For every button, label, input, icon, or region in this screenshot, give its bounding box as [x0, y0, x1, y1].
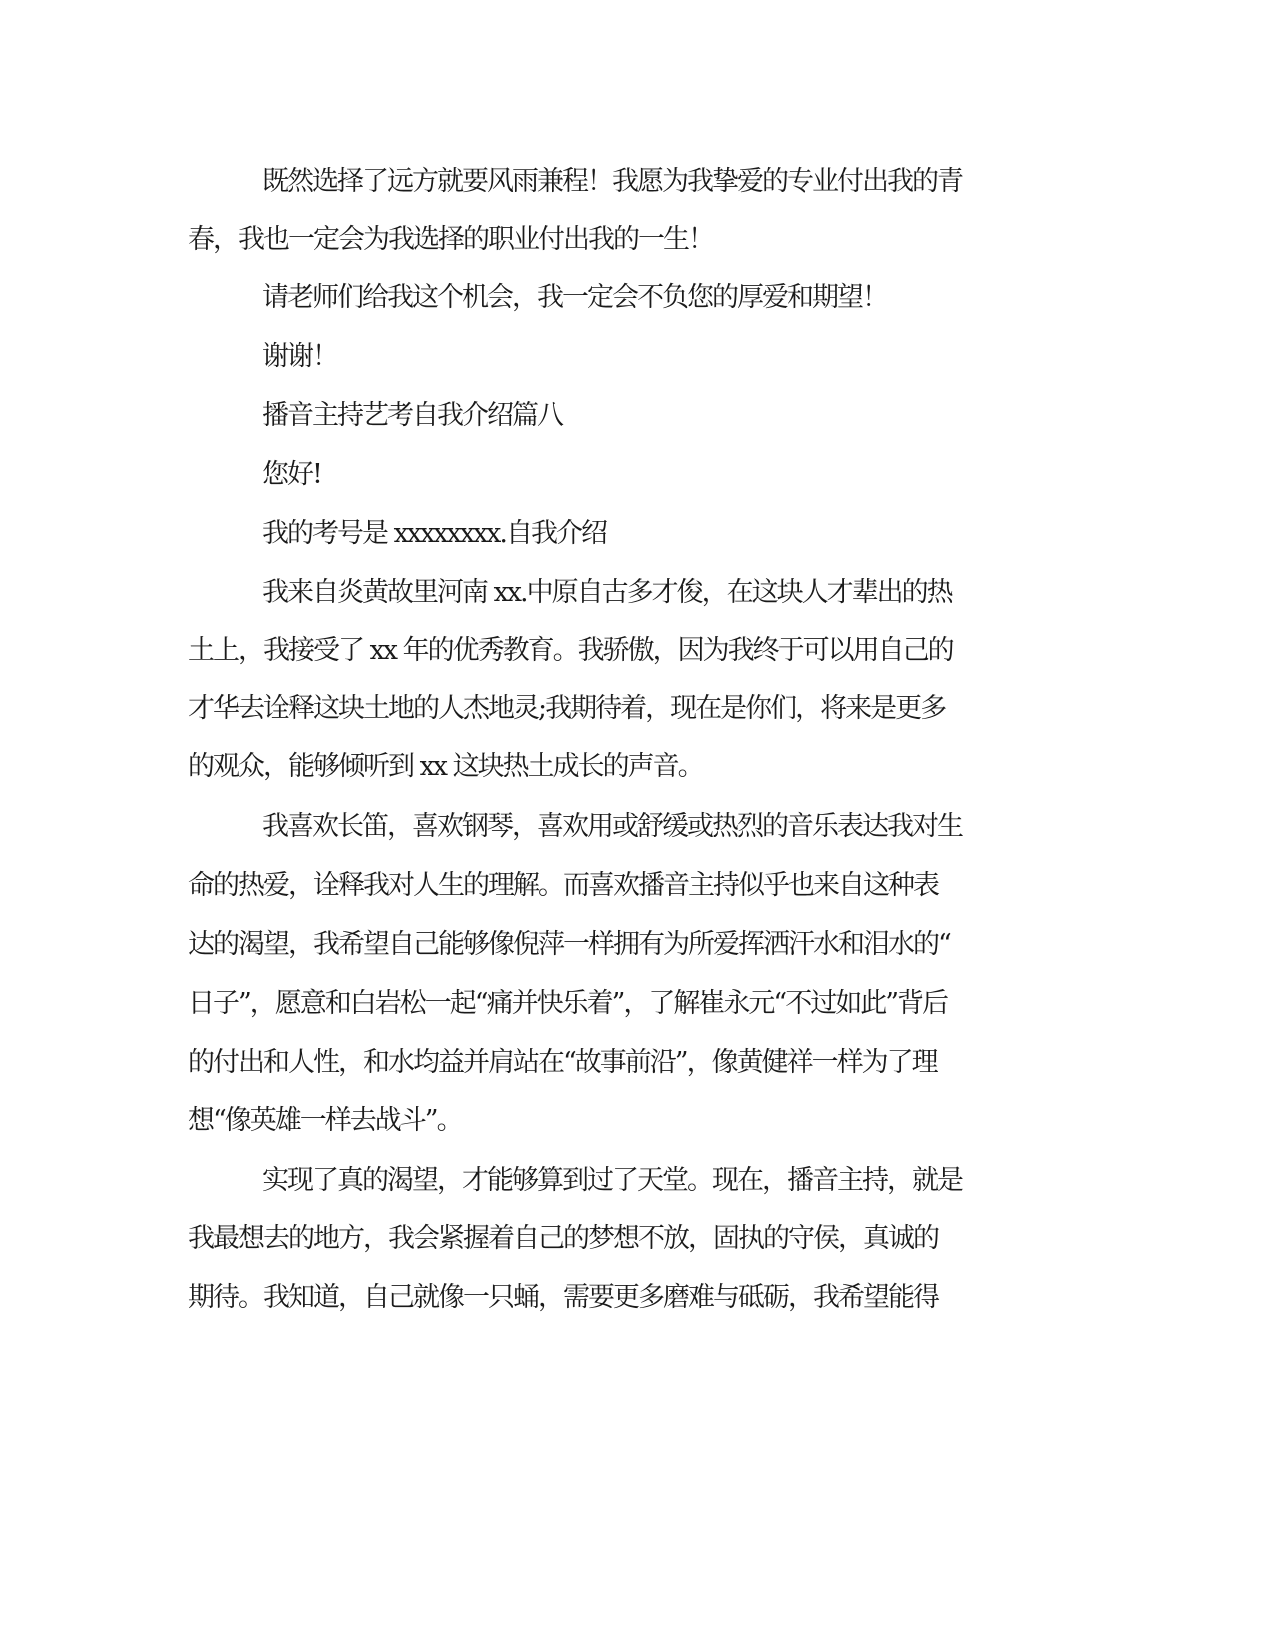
paragraph-line: 我来自炎黄故里河南 xx.中原自古多才俊，在这块人才辈出的热: [262, 577, 952, 608]
paragraph-line: 我的考号是 xxxxxxxx.自我介绍: [262, 518, 606, 549]
paragraph-line: 实现了真的渴望，才能够算到过了天堂。现在，播音主持，就是: [262, 1165, 962, 1196]
paragraph-line: 达的渴望，我希望自己能够像倪萍一样拥有为所爱挥洒汗水和泪水的“: [188, 929, 950, 960]
paragraph-line: 春，我也一定会为我选择的职业付出我的一生！: [188, 224, 713, 255]
paragraph-line: 的观众，能够倾听到 xx 这块热土成长的声音。: [188, 751, 703, 782]
paragraph-line: 谢谢！: [262, 341, 337, 372]
paragraph-line: 既然选择了远方就要风雨兼程！我愿为我挚爱的专业付出我的青: [262, 166, 962, 197]
paragraph-line: 土上，我接受了 xx 年的优秀教育。我骄傲，因为我终于可以用自己的: [188, 635, 953, 666]
paragraph-line: 我最想去的地方，我会紧握着自己的梦想不放，固执的守侯，真诚的: [188, 1223, 938, 1254]
paragraph-line: 您好!: [262, 459, 321, 490]
section-heading: 播音主持艺考自我介绍篇八: [262, 400, 562, 431]
paragraph-line: 我喜欢长笛，喜欢钢琴，喜欢用或舒缓或热烈的音乐表达我对生: [262, 811, 962, 842]
paragraph-line: 期待。我知道，自己就像一只蛹，需要更多磨难与砥砺，我希望能得: [188, 1282, 938, 1313]
paragraph-line: 命的热爱，诠释我对人生的理解。而喜欢播音主持似乎也来自这种表: [188, 870, 938, 901]
paragraph-line: 才华去诠释这块土地的人杰地灵;我期待着，现在是你们，将来是更多: [188, 693, 946, 724]
paragraph-line: 的付出和人性，和水均益并肩站在“故事前沿”，像黄健祥一样为了理: [188, 1047, 937, 1078]
paragraph-line: 想“像英雄一样去战斗”。: [188, 1105, 462, 1136]
paragraph-line: 请老师们给我这个机会，我一定会不负您的厚爱和期望！: [262, 282, 887, 313]
paragraph-line: 日子”，愿意和白岩松一起“痛并快乐着”，了解崔永元“不过如此”背后: [188, 988, 948, 1019]
